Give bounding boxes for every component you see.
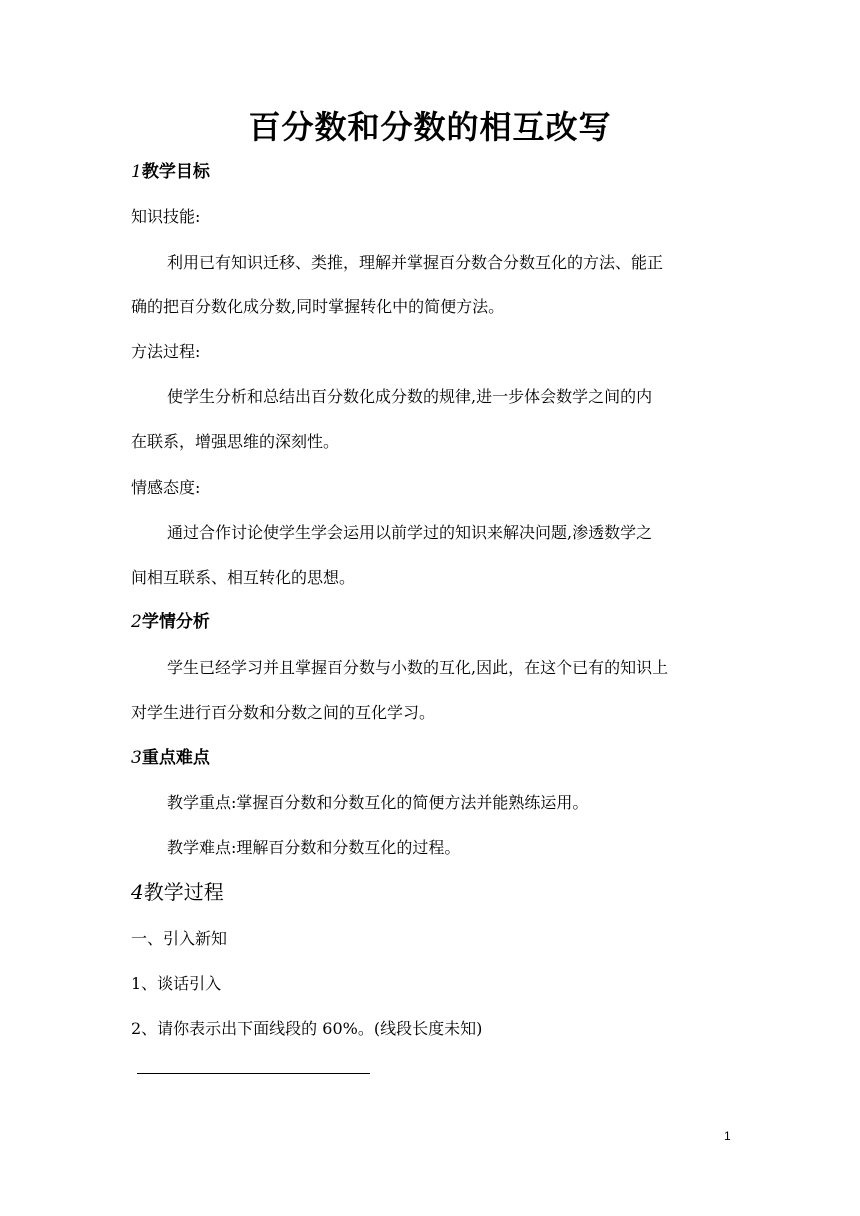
section-number: 4 — [131, 880, 144, 904]
analysis-paragraph-line: 学生已经学习并且掌握百分数与小数的互化,因此，在这个已有的知识上 — [167, 658, 669, 677]
page-number: 1 — [724, 1129, 731, 1143]
section-heading-key-points — [131, 746, 210, 770]
method-paragraph-line: 在联系，增强思维的深刻性。 — [131, 432, 340, 451]
section-heading-objectives — [131, 160, 210, 184]
emotion-paragraph-line: 间相互联系、相互转化的思想。 — [131, 568, 356, 587]
line-segment — [137, 1073, 370, 1074]
process-step-talk: 1、谈话引入 — [131, 974, 222, 993]
section-number: 1 — [131, 162, 142, 182]
section-label: 教学过程 — [143, 880, 224, 904]
section-label: 重点难点 — [141, 748, 210, 768]
process-step-intro: 一、引入新知 — [131, 929, 228, 948]
emotion-label: 情感态度: — [131, 478, 201, 497]
knowledge-label: 知识技能: — [131, 207, 201, 226]
knowledge-paragraph-line: 利用已有知识迁移、类推，理解并掌握百分数合分数互化的方法、能正 — [167, 253, 664, 272]
page-title: 百分数和分数的相互改写 — [248, 108, 612, 146]
section-label: 学情分析 — [141, 612, 210, 632]
method-paragraph-line: 使学生分析和总结出百分数化成分数的规律,进一步体会数学之间的内 — [167, 387, 653, 406]
section-number: 2 — [131, 612, 142, 632]
method-label: 方法过程: — [131, 342, 201, 361]
key-point-line: 教学重点:掌握百分数和分数互化的简便方法并能熟练运用。 — [167, 793, 589, 812]
section-number: 3 — [131, 748, 142, 768]
section-heading-process — [131, 878, 224, 906]
analysis-paragraph-line: 对学生进行百分数和分数之间的互化学习。 — [131, 703, 436, 722]
difficulty-line: 教学难点:理解百分数和分数互化的过程。 — [167, 838, 461, 857]
emotion-paragraph-line: 通过合作讨论使学生学会运用以前学过的知识来解决问题,渗透数学之 — [167, 523, 653, 542]
knowledge-paragraph-line: 确的把百分数化成分数,同时掌握转化中的简便方法。 — [131, 297, 505, 316]
section-heading-analysis — [131, 610, 210, 634]
process-step-segment-question: 2、请你表示出下面线段的 60%。(线段长度未知) — [131, 1019, 483, 1038]
section-label: 教学目标 — [141, 162, 210, 182]
